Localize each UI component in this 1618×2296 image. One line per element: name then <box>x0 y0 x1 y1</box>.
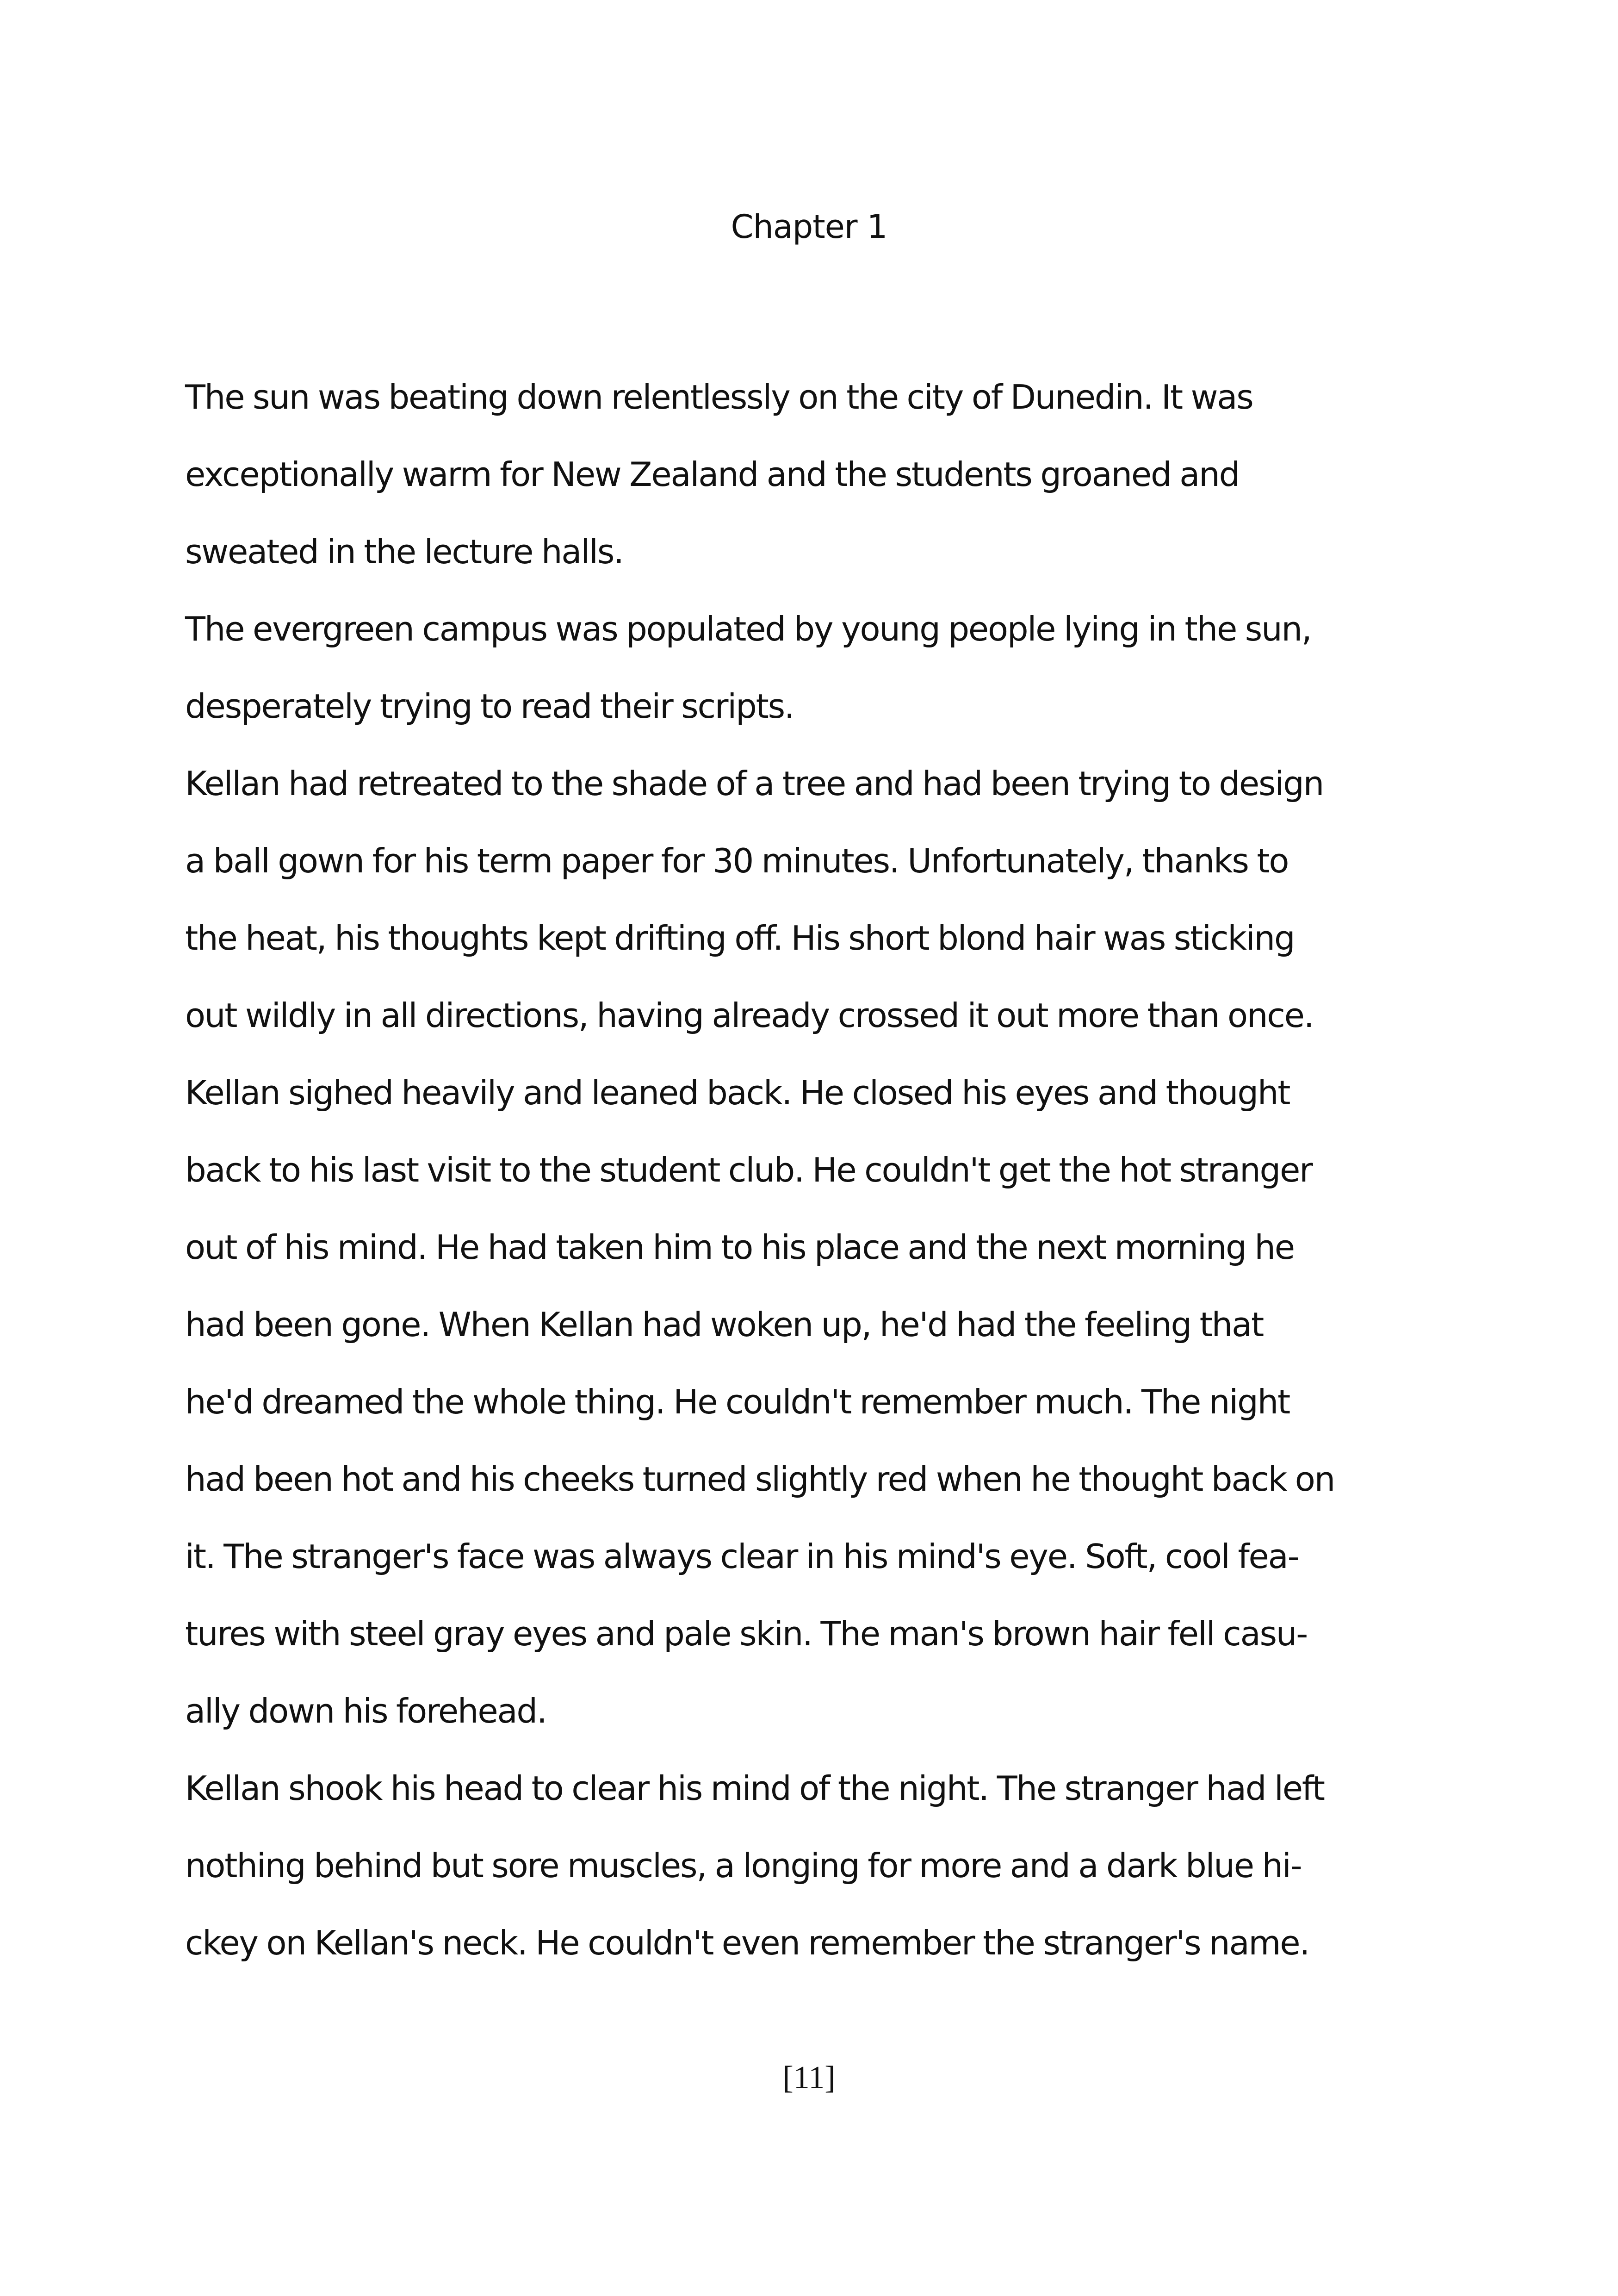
text-line: a ball gown for his term paper for 30 minutes. Unfortunately, thanks to <box>185 841 1289 880</box>
text-line: out of his mind. He had taken him to his place and the next morning he <box>185 1228 1294 1267</box>
text-line: tures with steel gray eyes and pale skin. The man's brown hair fell casu- <box>185 1614 1308 1653</box>
chapter-title: Chapter 1 <box>731 208 887 246</box>
chapter-body-text <box>185 359 1462 1982</box>
text-line: the heat, his thoughts kept drifting off. His short blond hair was sticking <box>185 919 1295 958</box>
text-line: back to his last visit to the student club. He couldn't get the hot stranger <box>185 1151 1312 1189</box>
text-line: he'd dreamed the whole thing. He couldn't remember much. The night <box>185 1382 1290 1421</box>
text-line: it. The stranger's face was always clear in his mind's eye. Soft, cool fea- <box>185 1537 1299 1576</box>
text-line: The evergreen campus was populated by young people lying in the sun, <box>185 610 1311 648</box>
text-line: Kellan sighed heavily and leaned back. He closed his eyes and thought <box>185 1073 1290 1112</box>
text-line: desperately trying to read their scripts. <box>185 687 794 726</box>
text-line: The sun was beating down relentlessly on the city of Dunedin. It was <box>185 378 1253 417</box>
text-line: sweated in the lecture halls. <box>185 532 623 571</box>
text-line: ckey on Kellan's neck. He couldn't even remember the stranger's name. <box>185 1923 1309 1962</box>
text-line: Kellan shook his head to clear his mind of the night. The stranger had left <box>185 1769 1324 1808</box>
page-number: [11] <box>782 2060 836 2096</box>
text-line: nothing behind but sore muscles, a longing for more and a dark blue hi- <box>185 1846 1302 1885</box>
text-line: out wildly in all directions, having already crossed it out more than once. <box>185 996 1314 1035</box>
text-line: ally down his forehead. <box>185 1692 546 1730</box>
text-line: had been hot and his cheeks turned slightly red when he thought back on <box>185 1460 1335 1499</box>
text-line: Kellan had retreated to the shade of a tree and had been trying to design <box>185 764 1324 803</box>
text-line: had been gone. When Kellan had woken up, he'd had the feeling that <box>185 1305 1264 1344</box>
text-line: exceptionally warm for New Zealand and the students groaned and <box>185 455 1240 494</box>
